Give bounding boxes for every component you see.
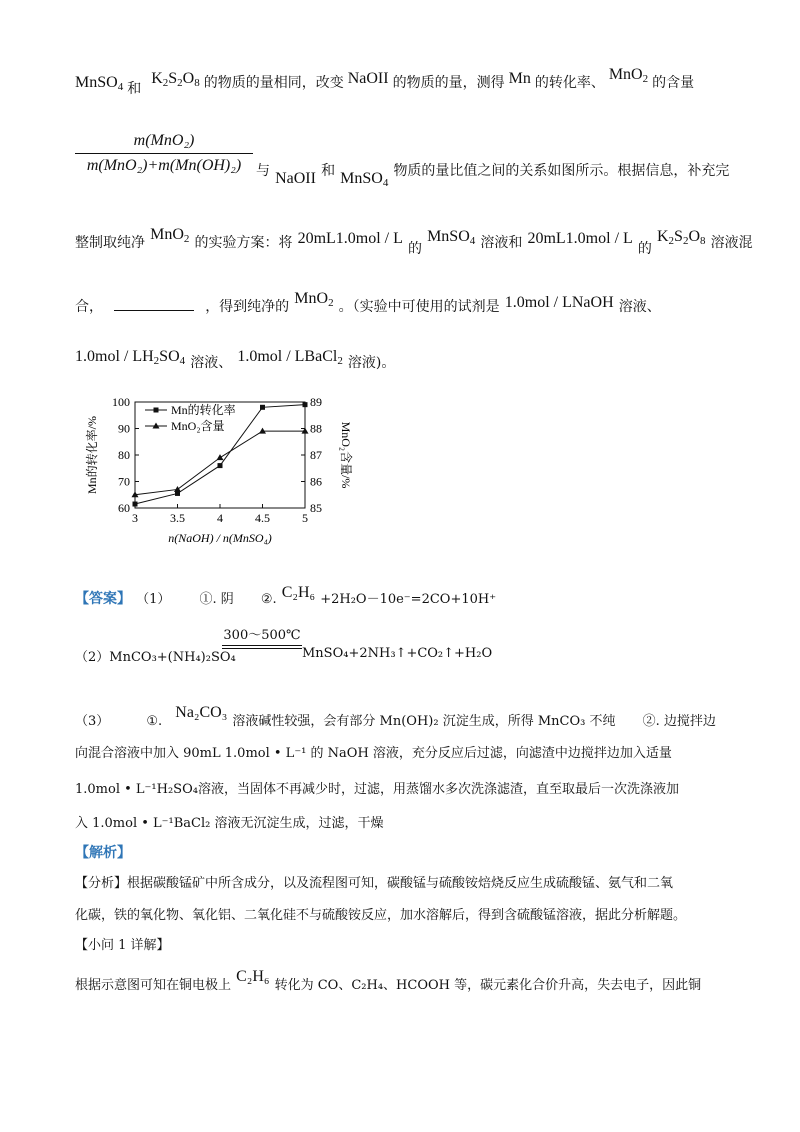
reagent-bacl2: 1.0mol / LBaCl <box>237 348 338 365</box>
formula-mno2: MnO <box>608 66 643 83</box>
answer-line-1 <box>75 584 496 608</box>
y-left-axis-label: Mn的转化率/% <box>85 415 99 495</box>
y-left-tick-label: 80 <box>118 448 130 462</box>
question-line-4: 合， ，得到纯净的 MnO$_2$ 。（实验中可使用的试剂是 1.0mol / LNaOH 溶液、 <box>75 290 661 315</box>
text: ②. <box>260 592 277 607</box>
legend-label: Mn的转化率 <box>171 403 236 417</box>
x-tick-label: 5 <box>302 511 308 525</box>
answer-line-4: 向混合溶液中加入 90mL 1.0mol • L⁻¹ 的 NaOH 溶液，充分反应后过滤，向滤渣中边搅拌边加入适量 <box>75 746 672 761</box>
equation: +2H₂O－10e⁻=2CO+10H⁺ <box>320 592 497 607</box>
formula-s: S <box>674 228 683 245</box>
legend-marker-square <box>154 408 159 413</box>
series-line <box>135 431 305 495</box>
formula-naoh: NaOII <box>275 170 316 187</box>
text: 整制取纯净 <box>75 235 145 251</box>
subquestion-heading: 【小问 1 详解】 <box>75 938 170 953</box>
text: 与 <box>256 163 270 179</box>
formula-mno2: MnO <box>294 290 329 307</box>
text: 的 <box>407 241 422 257</box>
concentration: 20mL1.0mol / L <box>297 230 403 247</box>
data-point-triangle <box>174 486 181 492</box>
data-point-square <box>133 502 138 507</box>
y-right-tick-label: 87 <box>310 448 322 462</box>
text: 的转化率、 <box>534 76 605 91</box>
y-right-axis-label: MnO₂含量/% <box>339 421 353 489</box>
text: ①. 阴 <box>199 592 234 607</box>
y-left-tick-label: 70 <box>118 474 130 489</box>
analysis-line-3 <box>75 968 701 993</box>
chart <box>80 390 360 550</box>
formula-mnso4: MnSO <box>340 170 383 187</box>
x-tick-label: 3 <box>132 511 138 525</box>
x-tick-label: 4.5 <box>255 511 270 525</box>
y-right-tick-label: 86 <box>310 474 322 489</box>
analysis-label: 【解析】 <box>75 845 131 861</box>
text: ②. 边搅拌边 <box>642 714 716 729</box>
formula-mnso4: MnSO <box>75 74 118 91</box>
reaction-condition <box>222 624 302 649</box>
data-point-square <box>260 405 265 410</box>
text: 的物质的量相同，改变 <box>203 76 344 91</box>
formula-c2h6: C₂H₆ <box>236 968 270 985</box>
text: 的含量 <box>652 76 695 91</box>
text: 的 <box>637 241 652 257</box>
y-left-tick-label: 90 <box>118 421 130 436</box>
text: 溶液、 <box>618 299 661 315</box>
text: 根据示意图可知在铜电极上 <box>75 978 232 993</box>
answer-line-3 <box>75 704 716 729</box>
answer-line-6: 入 1.0mol • L⁻¹BaCl₂ 溶液无沉淀生成，过滤，干燥 <box>75 816 384 831</box>
formula-k: K <box>151 70 163 87</box>
formula-o: O <box>688 228 700 245</box>
answer-label: 【答案】 <box>75 591 131 607</box>
formula-s: S <box>168 70 178 87</box>
data-point-square <box>218 463 223 468</box>
reagent-naoh: 1.0mol / LNaOH <box>504 294 614 311</box>
text: （1） <box>136 592 171 607</box>
text: 。（实验中可使用的试剂是 <box>338 299 500 315</box>
formula-k: K <box>656 228 669 245</box>
condition-text: 300～500℃ <box>223 628 301 643</box>
data-point-triangle <box>217 454 224 460</box>
text: 的物质的量，测得 <box>392 76 505 91</box>
text: 溶液混 <box>710 235 753 251</box>
reagent-h2so4-b: SO <box>159 348 180 365</box>
analysis-line-1: 【分析】根据碳酸锰矿中所含成分，以及流程图可知，碳酸锰与硫酸铵焙烧反应生成硫酸锰、氨气和二氧 <box>75 876 674 891</box>
y-left-tick-label: 60 <box>118 501 130 515</box>
text: 的实验方案：将 <box>194 235 293 251</box>
data-point-square <box>303 402 308 407</box>
legend-label: MnO₂含量 <box>171 419 225 433</box>
formula-c2h6: C₂H₆ <box>281 584 316 601</box>
formula-mno2: MnO <box>150 226 184 243</box>
formula-mnso4: MnSO <box>427 228 470 245</box>
answer-line-5: 1.0mol • L⁻¹H₂SO₄溶液，当固体不再减少时，过滤，用蒸馏水多次洗涤滤渣，直至取最后一次洗涤液加 <box>75 782 679 797</box>
x-axis-label: n(NaOH) / n(MnSO₄) <box>168 531 272 545</box>
y-right-tick-label: 85 <box>310 501 322 515</box>
text: 溶液碱性较强，会有部分 Mn(OH)₂ 沉淀生成，所得 MnCO₃ 不纯 <box>232 714 616 729</box>
text: 溶液和 <box>480 235 523 251</box>
answer-line-2 <box>75 646 236 665</box>
fraction-denominator: m(MnO₂)+m(Mn(OH)₂) <box>86 157 242 174</box>
reagent-h2so4: 1.0mol / LH <box>75 348 154 365</box>
text: ①. <box>146 714 163 729</box>
data-point-triangle <box>259 428 266 434</box>
question-line-3: 整制取纯净 MnO$_2$ 的实验方案：将 20mL1.0mol / L 的 MnSO$_4$ 溶液和 20mL1.0mol / L 的 $K_2S_2O_8$ 溶液混 <box>75 226 753 257</box>
formula-o: O <box>182 70 195 87</box>
formula-na2co3: Na₂CO₃ <box>175 704 228 721</box>
concentration: 20mL1.0mol / L <box>527 230 633 247</box>
text: 和 <box>321 163 336 179</box>
formula-naoh: NaOII <box>347 70 389 87</box>
x-tick-label: 4 <box>217 511 223 525</box>
question-line-1: MnSO$_4$ 和 $K_2S_2O_8$ 的物质的量相同，改变 NaOII 的物质的量，测得 Mn 的转化率、 MnO$_2$ 的含量 <box>75 66 695 97</box>
text: 合， <box>75 299 103 315</box>
text: 溶液)。 <box>347 355 396 371</box>
text: 转化为 CO、C₂H₄、HCOOH 等，碳元素化合价升高，失去电子，因此铜 <box>274 978 702 993</box>
fraction-numerator: m(MnO₂) <box>133 132 195 149</box>
text: ，得到纯净的 <box>205 299 290 315</box>
y-right-tick-label: 89 <box>310 395 322 409</box>
answer-blank <box>114 296 194 311</box>
fraction <box>75 132 253 175</box>
text: 溶液、 <box>190 355 233 371</box>
y-right-tick-label: 88 <box>310 421 322 436</box>
text: 物质的量比值之间的关系如图所示。根据信息，补充完 <box>393 163 730 179</box>
formula-mn: Mn <box>508 70 531 87</box>
analysis-line-2: 化碳，铁的氧化物、氧化铝、二氧化硅不与硫酸铵反应，加水溶解后，得到含硫酸锰溶液，据此分析解题。 <box>75 908 687 923</box>
equation-right: MnSO₄+2NH₃↑+CO₂↑+H₂O <box>302 646 493 661</box>
text: 和 <box>127 82 142 97</box>
equation-left: MnCO₃+(NH₄)₂SO₄ <box>109 650 236 665</box>
text: （2） <box>75 650 110 665</box>
y-left-tick-label: 100 <box>112 395 130 409</box>
question-line-5: $1.0mol / LH_2SO_4$ 溶液、 1.0mol / LBaCl$_2$ 溶液)。 <box>75 348 396 371</box>
x-tick-label: 3.5 <box>170 511 185 525</box>
text: （3） <box>75 714 110 729</box>
question-line-2: 与 NaOII 和 MnSO$_4$ 物质的量比值之间的关系如图所示。根据信息，补充完 <box>256 163 730 189</box>
